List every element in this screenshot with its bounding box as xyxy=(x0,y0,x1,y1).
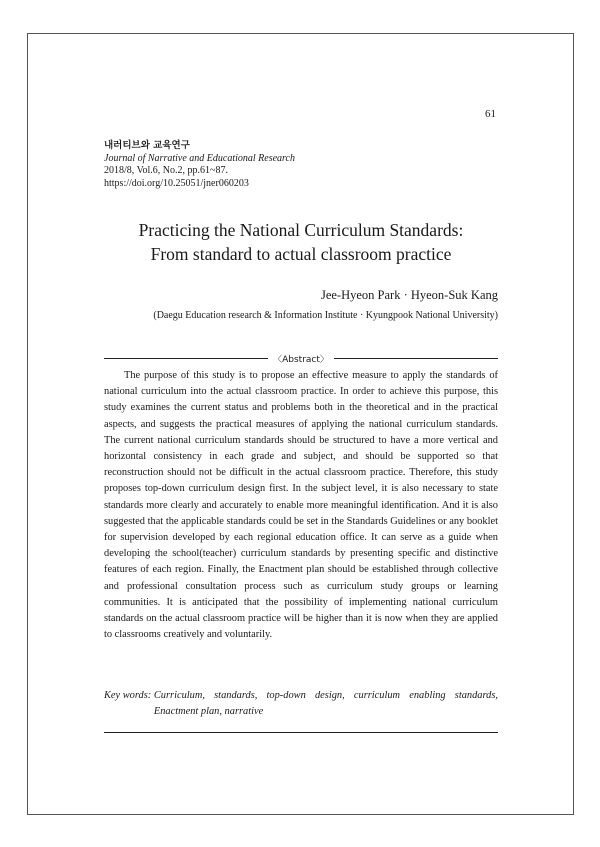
journal-korean-title: 내러티브와 교육연구 xyxy=(104,140,190,151)
paper-title xyxy=(104,218,498,266)
paper-title-line-1: Practicing the National Curriculum Standards: xyxy=(138,220,464,240)
journal-header xyxy=(104,140,295,190)
abstract-paragraph: The purpose of this study is to propose an effective measure to apply the standards of national curriculum into the actual classroom practice. In order to achieve this purpose, this study examines the current status and problems both in the theoretical and in the practical aspects, and suggests the practical measures of applying the national curriculum standards. The current national curriculum standards should be structured to have a more vertical and horizontal consistency in each grade and subject, and should be supported so that reconstruction should not be difficult in the actual classroom practice. Therefore, this study proposes top-down curriculum design first. In the subject level, it is also necessary to state standards more clearly and accurately to enable more meaningful identification. And it is also suggested that the applicable standards could be set in the Standards Guidelines or any booklet for supervision developed by each regional education office. It can serve as a guide when developing the school(teacher) curriculum standards by presenting specific and distinctive features of each region. Finally, the Enactment plan should be established through collective and professional consultation process such as curriculum study groups or learning communities. It is anticipated that the possibility of implementing national curriculum standards on the actual classroom practice will be higher than it is now when they are applied to classrooms creatively and voluntarily. xyxy=(104,370,498,641)
abstract-rule-right xyxy=(334,358,498,359)
authors: Jee-Hyeon Park · Hyeon-Suk Kang xyxy=(320,288,498,302)
keywords xyxy=(104,688,498,720)
abstract-body xyxy=(104,368,498,643)
journal-issue: 2018/8, Vol.6, No.2, pp.61~87. xyxy=(104,165,228,176)
abstract-bottom-rule xyxy=(104,732,498,733)
journal-english-title: Journal of Narrative and Educational Research xyxy=(104,152,295,164)
journal-doi: https://doi.org/10.25051/jner060203 xyxy=(104,177,249,189)
abstract-rule-left xyxy=(104,358,268,359)
page-number: 61 xyxy=(485,108,496,120)
keywords-label: Key words: xyxy=(104,690,152,701)
paper-title-line-2: From standard to actual classroom practice xyxy=(150,244,452,264)
affiliation: (Daegu Education research & Information Institute · Kyungpook National University) xyxy=(153,310,498,321)
abstract-heading-label: 〈Abstract〉 xyxy=(273,354,329,365)
abstract-heading xyxy=(104,351,498,365)
keywords-value: Curriculum, standards, top-down design, curriculum enabling standards, Enactment plan, narrative xyxy=(153,690,498,718)
